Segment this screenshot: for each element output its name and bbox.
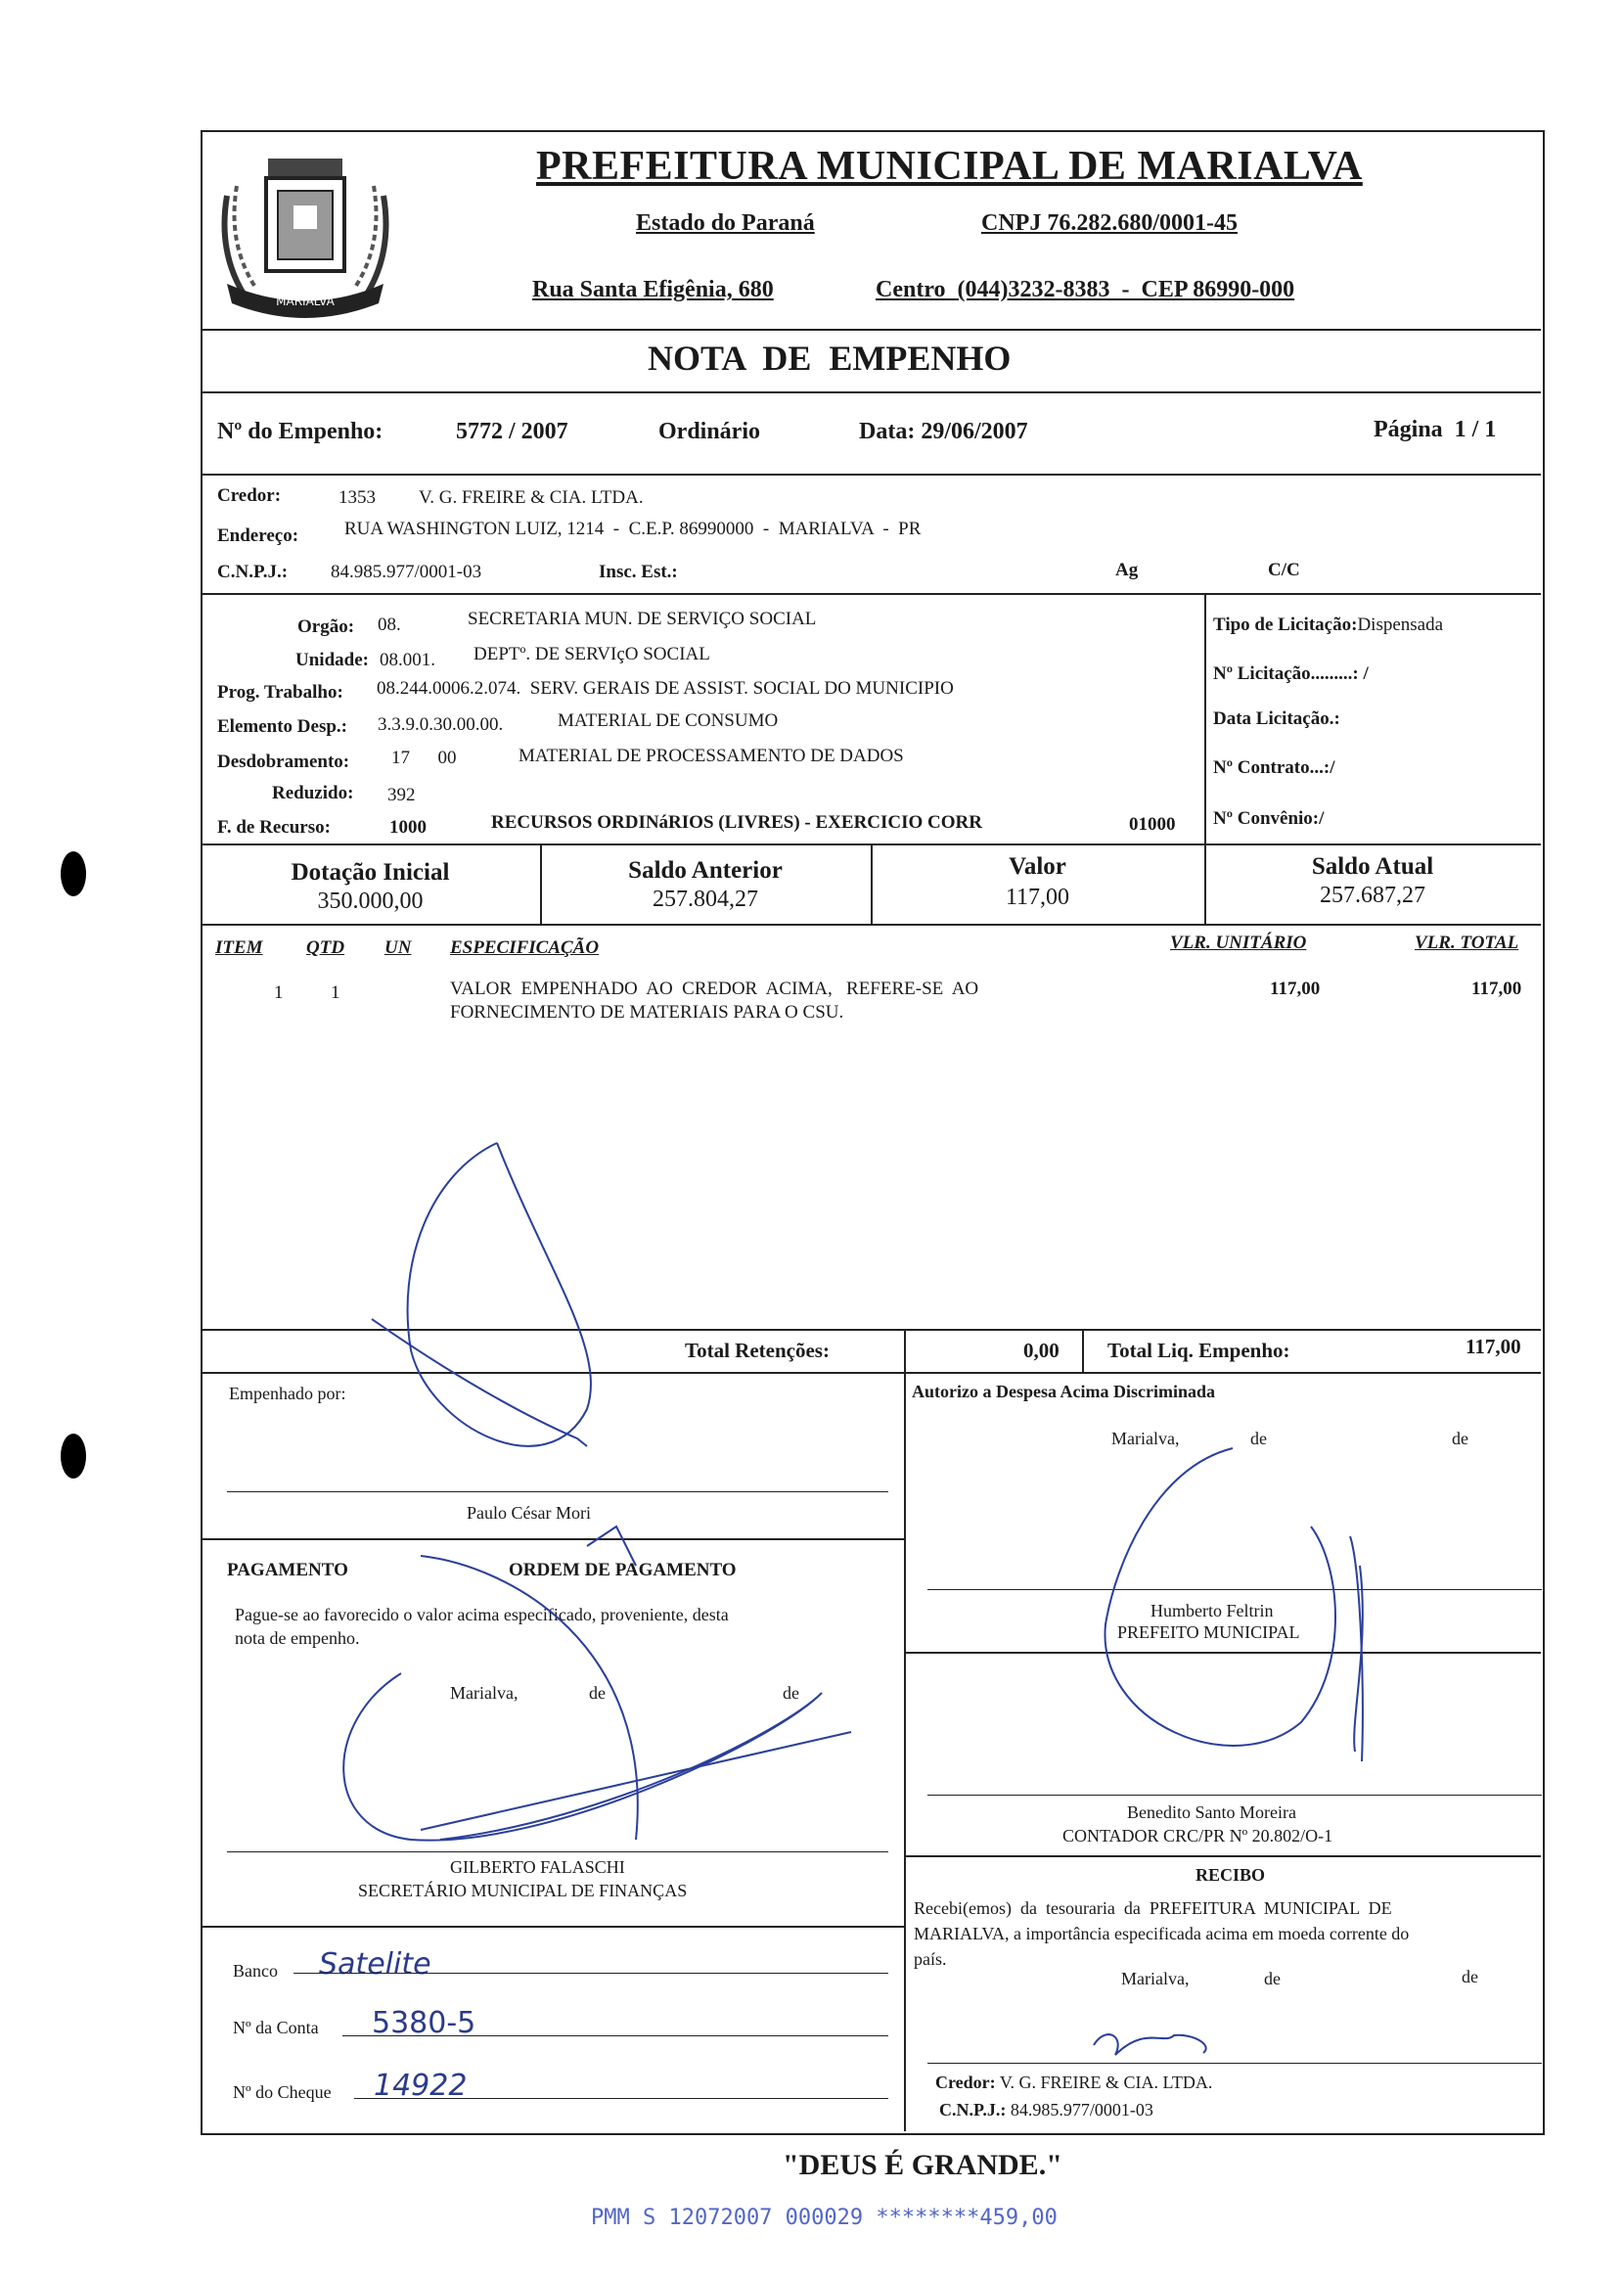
recibo-text2: MARIALVA, a importância especificada acima em moeda corrente do	[914, 1924, 1410, 1943]
reduzido-value: 392	[387, 785, 416, 805]
saldo-atual-label: Saldo Atual	[1311, 853, 1434, 880]
recurso-code: 1000	[389, 817, 427, 838]
valor-label: Valor	[1009, 853, 1066, 880]
desdobramento-label: Desdobramento:	[217, 752, 350, 772]
recurso-name: RECURSOS ORDINáRIOS (LIVRES) - EXERCICIO CORR	[491, 812, 982, 833]
empenhado-name: Paulo César Mori	[467, 1503, 591, 1523]
retencoes-value: 0,00	[1023, 1339, 1060, 1362]
dotacao-label: Dotação Inicial	[291, 859, 450, 886]
contador-name: Benedito Santo Moreira	[1127, 1802, 1296, 1822]
orgao-label: Orgão:	[297, 616, 355, 637]
liq-empenho-label: Total Liq. Empenho:	[1107, 1339, 1290, 1362]
endereco-value: RUA WASHINGTON LUIZ, 1214 - C.E.P. 86990000 - MARIALVA - PR	[344, 519, 922, 539]
recurso-number: 01000	[1129, 814, 1176, 835]
saldo-atual-value: 257.687,27	[1320, 883, 1425, 908]
page-title: PREFEITURA MUNICIPAL DE MARIALVA	[536, 144, 1363, 189]
credor-label: Credor:	[217, 485, 282, 506]
crest-text: MARIALVA	[276, 295, 335, 308]
pagamento-de2: de	[783, 1683, 799, 1703]
conta-field[interactable]: 5380-5	[372, 2006, 476, 2040]
autorizo-de2: de	[1452, 1429, 1468, 1448]
prog-trabalho-value: 08.244.0006.2.074. SERV. GERAIS DE ASSIST. SOCIAL DO MUNICIPIO	[377, 678, 954, 699]
ordem-pagamento-label: ORDEM DE PAGAMENTO	[509, 1560, 737, 1580]
recibo-de2: de	[1462, 1967, 1478, 1986]
item-number: 1	[274, 982, 284, 1003]
cnpj-value: 84.985.977/0001-03	[331, 562, 482, 582]
licitacao-number: Nº Licitação.........: /	[1213, 663, 1369, 684]
banco-field[interactable]: Satelite	[319, 1947, 431, 1982]
unidade-label: Unidade:	[295, 650, 369, 670]
footer-motto: "DEUS É GRANDE."	[783, 2149, 1062, 2181]
elemento-code: 3.3.9.0.30.00.00.	[378, 714, 504, 735]
cheque-field[interactable]: 14922	[374, 2069, 468, 2103]
prefeito-role: PREFEITO MUNICIPAL	[1117, 1622, 1300, 1642]
pagamento-de1: de	[589, 1683, 606, 1703]
orgao-name: SECRETARIA MUN. DE SERVIÇO SOCIAL	[468, 609, 817, 629]
unidade-name: DEPTº. DE SERVIçO SOCIAL	[474, 644, 710, 664]
credor-code: 1353	[338, 487, 376, 508]
header-contact: Centro (044)3232-8383 - CEP 86990-000	[876, 277, 1295, 302]
col-item: ITEM	[215, 937, 263, 958]
endereco-label: Endereço:	[217, 525, 299, 546]
prefeito-name: Humberto Feltrin	[1150, 1601, 1274, 1620]
secretario-role: SECRETÁRIO MUNICIPAL DE FINANÇAS	[358, 1881, 688, 1900]
recibo-place: Marialva,	[1121, 1969, 1190, 1988]
footer-stamp: PMM S 12072007 000029 ********459,00	[591, 2206, 1058, 2230]
recibo-label: RECIBO	[1195, 1865, 1266, 1885]
empenhado-label: Empenhado por:	[229, 1384, 346, 1403]
col-total-value: VLR. TOTAL	[1415, 933, 1519, 953]
recibo-de1: de	[1264, 1969, 1281, 1988]
recibo-text1: Recebi(emos) da tesouraria da PREFEITURA MUNICIPAL DE	[914, 1898, 1392, 1918]
item-spec-line1: VALOR EMPENHADO AO CREDOR ACIMA, REFERE-SE AO	[450, 979, 979, 999]
orgao-code: 08.	[378, 615, 401, 635]
document-title: NOTA DE EMPENHO	[648, 339, 1012, 378]
liq-empenho-value: 117,00	[1466, 1335, 1521, 1358]
empenho-number-label: Nº do Empenho:	[217, 419, 383, 444]
col-unit-value: VLR. UNITÁRIO	[1170, 933, 1307, 953]
recurso-label: F. de Recurso:	[217, 817, 331, 838]
col-un: UN	[384, 937, 412, 958]
licitacao-tipo-value: Dispensada	[1357, 615, 1444, 635]
recibo-text3: país.	[914, 1949, 947, 1969]
cnpj-label: C.N.P.J.:	[217, 562, 289, 582]
unidade-code: 08.001.	[380, 650, 435, 670]
item-qtd: 1	[331, 982, 340, 1003]
saldo-anterior-value: 257.804,27	[653, 887, 758, 912]
page-number: Página 1 / 1	[1374, 417, 1497, 442]
pagamento-text2: nota de empenho.	[235, 1628, 360, 1648]
empenho-number: 5772 / 2007	[456, 419, 568, 444]
recibo-credor-label: Credor:	[935, 2073, 996, 2092]
pagamento-place: Marialva,	[450, 1683, 519, 1703]
recibo-cnpj-label: C.N.P.J.:	[939, 2100, 1007, 2119]
cc-label: C/C	[1268, 560, 1300, 580]
reduzido-label: Reduzido:	[272, 783, 354, 803]
prog-trabalho-label: Prog. Trabalho:	[217, 682, 343, 703]
col-spec: ESPECIFICAÇÃO	[450, 937, 600, 958]
secretario-name: GILBERTO FALASCHI	[450, 1857, 625, 1877]
header-state: Estado do Paraná	[636, 210, 815, 236]
recibo-cnpj-value: 84.985.977/0001-03	[1010, 2100, 1153, 2119]
item-unit-value: 117,00	[1270, 979, 1321, 999]
header-address: Rua Santa Efigênia, 680	[532, 277, 774, 302]
valor-value: 117,00	[1005, 885, 1070, 910]
autorizo-place: Marialva,	[1111, 1429, 1180, 1448]
contador-role: CONTADOR CRC/PR Nº 20.802/O-1	[1062, 1826, 1333, 1846]
header-cnpj: CNPJ 76.282.680/0001-45	[981, 210, 1238, 236]
item-total-value: 117,00	[1471, 979, 1522, 999]
convenio-number: Nº Convênio:/	[1213, 808, 1325, 829]
empenho-type: Ordinário	[658, 419, 761, 444]
licitacao-tipo-text: Tipo de Licitação:	[1213, 615, 1358, 635]
insc-est-label: Insc. Est.:	[599, 562, 678, 582]
contrato-number: Nº Contrato...:/	[1213, 757, 1335, 778]
desdobramento-name: MATERIAL DE PROCESSAMENTO DE DADOS	[519, 746, 904, 766]
banco-label: Banco	[233, 1961, 278, 1981]
col-qtd: QTD	[306, 937, 345, 958]
conta-label: Nº da Conta	[233, 2018, 319, 2037]
saldo-anterior-label: Saldo Anterior	[628, 857, 783, 884]
pagamento-label: PAGAMENTO	[227, 1560, 348, 1580]
recibo-credor-name: V. G. FREIRE & CIA. LTDA.	[999, 2073, 1213, 2092]
pagamento-text1: Pague-se ao favorecido o valor acima especificado, proveniente, desta	[235, 1605, 729, 1624]
desdobramento-code: 17 00	[391, 748, 457, 768]
empenho-date: Data: 29/06/2007	[859, 419, 1028, 444]
credor-name: V. G. FREIRE & CIA. LTDA.	[419, 487, 644, 508]
item-spec-line2: FORNECIMENTO DE MATERIAIS PARA O CSU.	[450, 1002, 844, 1023]
dotacao-value: 350.000,00	[317, 889, 424, 914]
elemento-label: Elemento Desp.:	[217, 716, 347, 737]
elemento-name: MATERIAL DE CONSUMO	[558, 710, 779, 731]
cheque-label: Nº do Cheque	[233, 2082, 332, 2102]
retencoes-label: Total Retenções:	[685, 1339, 830, 1362]
autorizo-label: Autorizo a Despesa Acima Discriminada	[912, 1382, 1215, 1401]
licitacao-date: Data Licitação.:	[1213, 708, 1340, 729]
autorizo-de1: de	[1250, 1429, 1267, 1448]
ag-label: Ag	[1115, 560, 1139, 580]
